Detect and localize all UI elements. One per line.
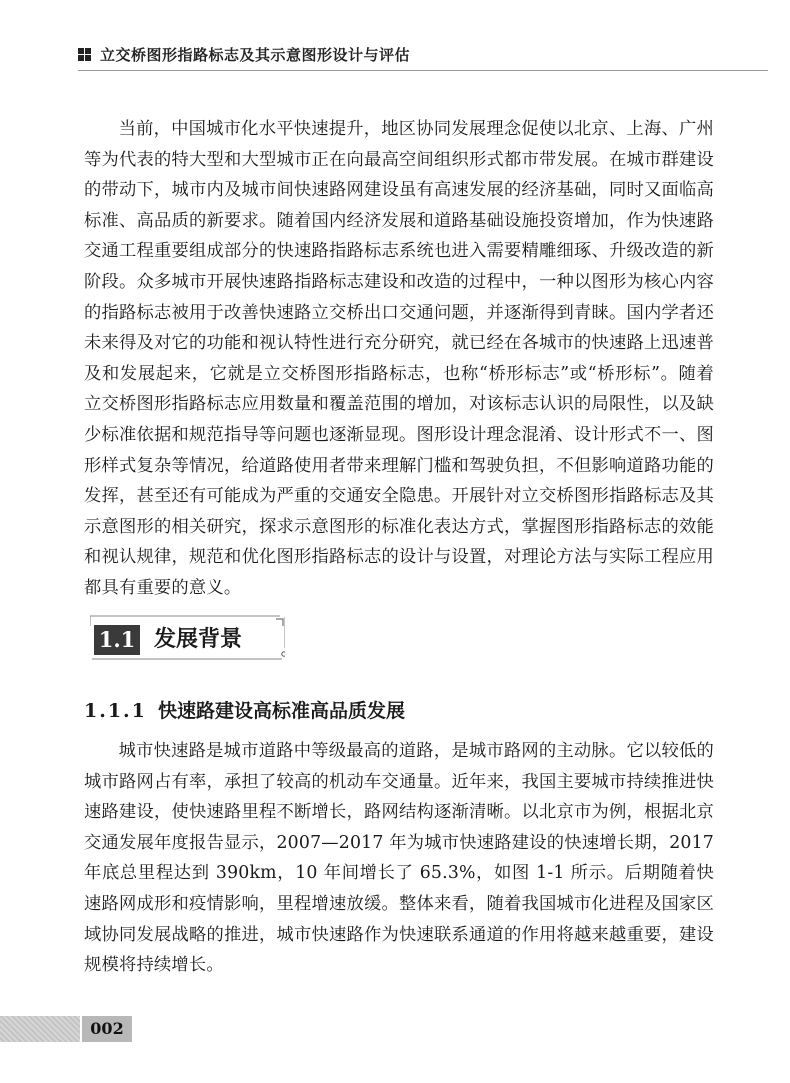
header-divider: [78, 70, 768, 71]
grid-square-icon: [78, 48, 91, 61]
subsection-heading: [84, 697, 405, 725]
section-title: 发展背景: [154, 627, 243, 652]
subsection-title: 快速路建设高标准高品质发展: [158, 700, 406, 722]
section-number: 1.1: [94, 625, 140, 655]
intro-paragraph: 当前，中国城市化水平快速提升，地区协同发展理念促使以北京、上海、广州等为代表的特大型和大型城市正在向最高空间组织形式都市带发展。在城市群建设的带动下，城市内及城市间快速路网建设虽有高速发展的经济基础，同时又面临高标准、高品质的新要求。随着国内经济发展和道路基础设施投资增加，作为快速路交通工程重要组成部分的快速路指路标志系统也进入需要精雕细琢、升级改造的新阶段。众多城市开展快速路指路标志建设和改造的过程中，一种以图形为核心内容的指路标志被用于改善快速路立交桥出口交通问题，并逐渐得到青睐。国内学者还未来得及对它的功能和视认特性进行充分研究，就已经在各城市的快速路上迅速普及和发展起来，它就是立交桥图形指路标志，也称“桥形标志”或“桥形标”。随着立交桥图形指路标志应用数量和覆盖范围的增加，对该标志认识的局限性，以及缺少标准依据和规范指导等问题也逐渐显现。图形设计理念混淆、设计形式不一、图形样式复杂等情况，给道路使用者带来理解门槛和驾驶负担，不但影响道路功能的发挥，甚至还有可能成为严重的交通安全隐患。开展针对立交桥图形指路标志及其示意图形的相关研究，探求示意图形的标准化表达方式，掌握图形指路标志的效能和视认规律，规范和优化图形指路标志的设计与设置，对理论方法与实际工程应用都具有重要的意义。: [84, 119, 714, 598]
running-header: [78, 40, 758, 68]
running-header-title: 立交桥图形指路标志及其示意图形设计与评估: [100, 45, 411, 64]
section-heading: [90, 615, 285, 660]
body-paragraph: 城市快速路是城市道路中等级最高的道路，是城市路网的主动脉。它以较低的城市路网占有率，承担了较高的机动车交通量。近年来，我国主要城市持续推进快速路建设，使快速路里程不断增长，路网结构逐渐清晰。以北京市为例，根据北京交通发展年度报告显示，2007—2017 年为城市快速路建设的快速增长期，2017 年底总里程达到 390km，10 年间增长了 65.3%，如图 1-1 所示。后期随着快速路网成形和疫情影响，里程增速放缓。整体来看，随着我国城市化进程及国家区域协同发展战略的推进，城市快速路作为快速联系通道的作用将越来越重要，建设规模将持续增长。: [84, 741, 714, 976]
subsection-number: 1.1.1: [84, 700, 147, 722]
footer-decoration: [0, 1016, 80, 1042]
page-number: 002: [82, 1016, 132, 1042]
